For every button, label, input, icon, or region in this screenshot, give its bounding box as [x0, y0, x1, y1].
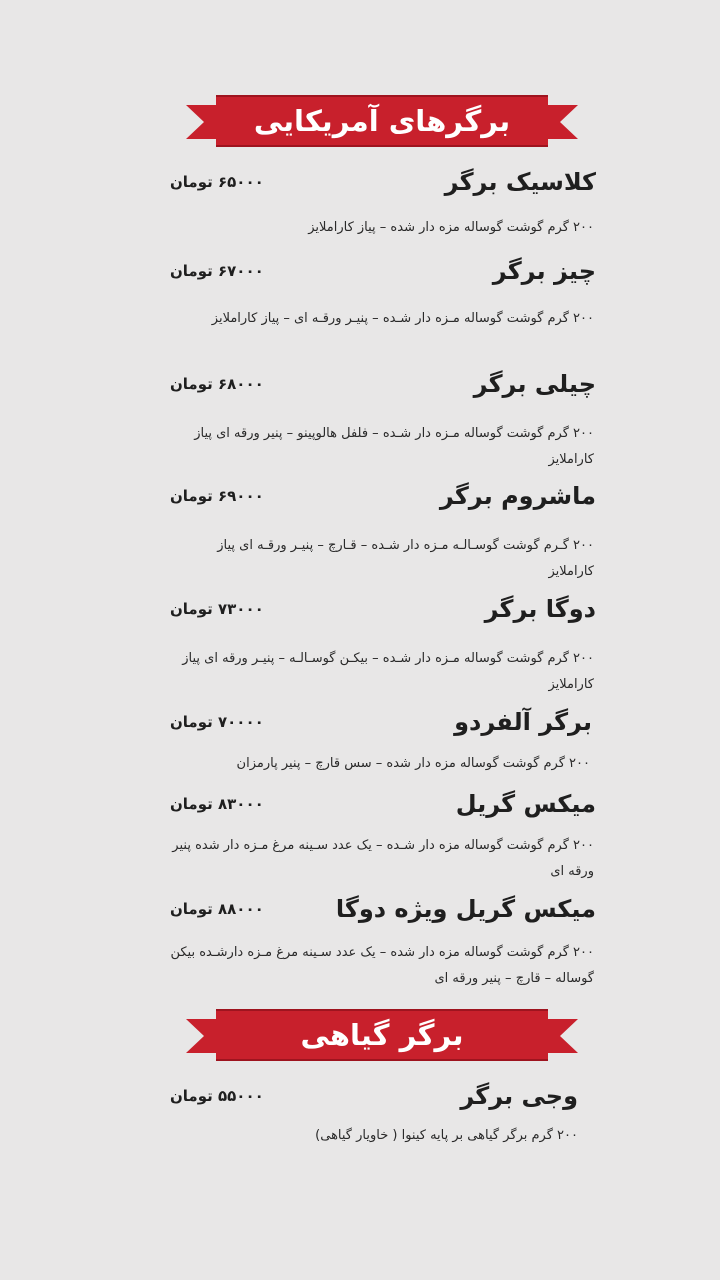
banner-body	[216, 95, 548, 147]
item-description: ۲۰۰ گرم گوشت گوساله مزه دار شده – یک عدد سـینه مرغ مـزه دارشـده بیکن گوساله – قارچ – پنیر ورقه ای	[170, 945, 594, 986]
item-description: ۲۰۰ گرم گوشت گوساله مـزه دار شـده – بیکـن گوسـالـه – پنیـر ورقه ای پیاز کاراملایز	[182, 651, 594, 692]
section-title: برگرهای آمریکایی	[253, 104, 511, 138]
item-price: ۶۷۰۰۰ تومان	[170, 262, 264, 280]
item-description: ۲۰۰ گرم گوشت گوساله مـزه دار شـده – فلفل هالوپینو – پنیر ورقه ای پیاز کاراملایز	[194, 426, 594, 467]
item-name: میکس گریل	[455, 790, 596, 818]
item-description: ۲۰۰ گرم برگر گیاهی بر پایه کینوا ( خاویار گیاهی)	[315, 1128, 578, 1143]
item-name: برگر آلفردو	[454, 708, 592, 736]
item-price: ۶۸۰۰۰ تومان	[170, 375, 264, 393]
item-description: ۲۰۰ گرم گوشت گوساله مـزه دار شـده – پنیـر ورقـه ای – پیاز کاراملایز	[211, 311, 594, 326]
item-price: ۵۵۰۰۰ تومان	[170, 1087, 264, 1105]
item-price: ۷۰۰۰۰ تومان	[170, 713, 264, 731]
item-name: دوگا برگر	[484, 595, 596, 623]
item-price: ۶۹۰۰۰ تومان	[170, 487, 264, 505]
item-name: میکس گریل ویژه دوگا	[335, 895, 596, 923]
banner-body	[216, 1009, 548, 1061]
section-banner-american	[186, 95, 578, 147]
item-name: چیلی برگر	[473, 370, 596, 398]
item-price: ۸۳۰۰۰ تومان	[170, 795, 264, 813]
item-description: ۲۰۰ گرم گوشت گوساله مزه دار شده – سس قارچ – پنیر پارمزان	[236, 756, 590, 771]
item-price: ۷۳۰۰۰ تومان	[170, 600, 264, 618]
item-price: ۸۸۰۰۰ تومان	[170, 900, 264, 918]
item-description: ۲۰۰ گرم گوشت گوساله مزه دار شـده – یک عدد سـینه مرغ مـزه دار شده پنیر ورقه ای	[172, 838, 594, 879]
section-title: برگر گیاهی	[300, 1018, 464, 1052]
item-price: ۶۵۰۰۰ تومان	[170, 173, 264, 191]
item-name: وجی برگر	[460, 1082, 578, 1110]
item-name: چیز برگر	[492, 257, 596, 285]
item-description: ۲۰۰ گرم گوشت گوساله مزه دار شده – پیاز کاراملایز	[308, 220, 594, 235]
item-description: ۲۰۰ گـرم گوشت گوسـالـه مـزه دار شـده – قـارچ – پنیـر ورقـه ای پیاز کاراملایز	[217, 538, 594, 579]
item-name: کلاسیک برگر	[444, 168, 596, 196]
section-banner-vegetarian	[186, 1009, 578, 1061]
item-name: ماشروم برگر	[439, 482, 596, 510]
